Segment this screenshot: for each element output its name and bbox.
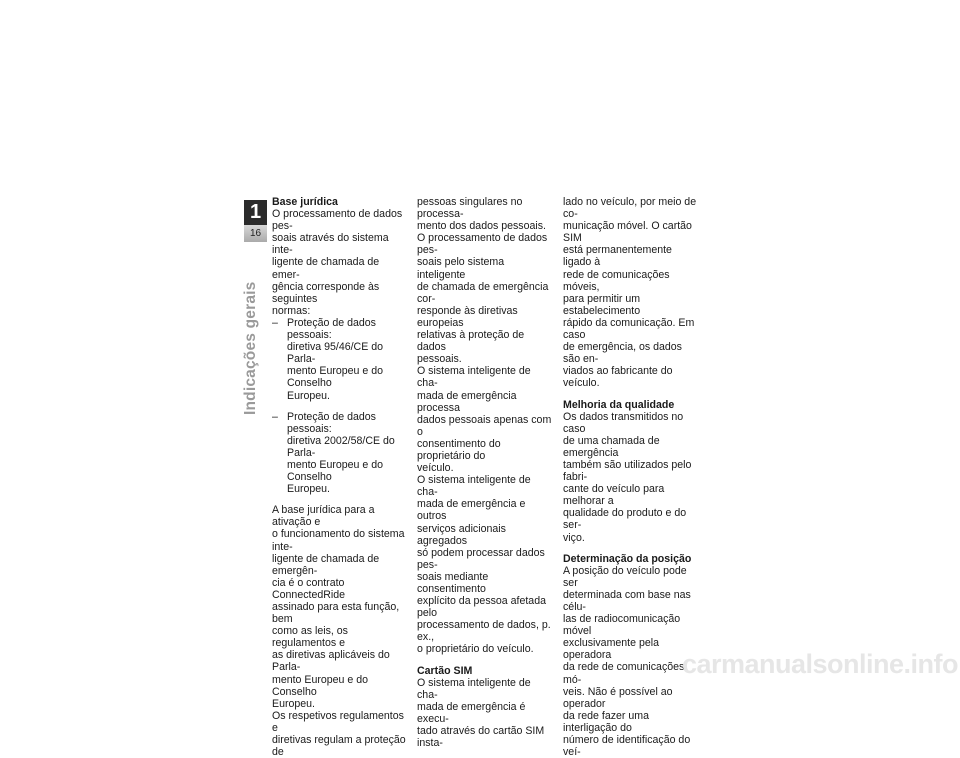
watermark: carmanualsonline.info xyxy=(681,649,958,679)
text-line: Europeu. xyxy=(272,697,315,710)
text-line: Proteção de dados pessoais: xyxy=(287,316,376,342)
dash-bullet: – xyxy=(272,410,278,423)
text-line: mento Europeu e do Conselho xyxy=(287,365,384,390)
text-line: serviços adicionais agregados xyxy=(417,522,506,547)
text-line: cia é o contrato ConnectedRide xyxy=(272,576,346,601)
text-line: de emergência, os dados são en- xyxy=(563,341,682,366)
text-line: cante do veículo para melhorar a xyxy=(563,483,665,508)
text-line: determinada com base nas célu- xyxy=(563,588,691,613)
text-line: mento dos dados pessoais. xyxy=(417,220,546,233)
text-line: responde às diretivas europeias xyxy=(417,304,518,329)
chapter-number: 1 xyxy=(244,200,267,225)
text-line: também são utilizados pelo fabri- xyxy=(563,458,692,484)
text-line: normas: xyxy=(272,304,311,317)
text-line: exclusivamente pela operadora xyxy=(563,637,659,662)
text-line: só podem processar dados pes- xyxy=(417,546,545,571)
text-line: veis. Não é possível ao operador xyxy=(563,685,673,710)
chapter-title xyxy=(234,270,274,415)
chapter-tab xyxy=(244,200,267,242)
text-line: gência corresponde às seguintes xyxy=(272,280,380,305)
text-line: o funcionamento do sistema inte- xyxy=(272,528,405,553)
text-line: está permanentemente ligado à xyxy=(563,244,672,269)
column-1 xyxy=(272,196,407,758)
text-line: O sistema inteligente de cha- xyxy=(417,474,531,499)
text-line: diretiva 95/46/CE do Parla- xyxy=(287,341,383,366)
text-line: pessoais. xyxy=(417,353,462,366)
text-line: de uma chamada de emergência xyxy=(563,434,660,459)
text-line: O processamento de dados pes- xyxy=(272,208,403,233)
text-line: Os respetivos regulamentos e xyxy=(272,709,404,734)
paragraph xyxy=(563,411,701,544)
text-line: A base jurídica para a ativação e xyxy=(272,504,375,529)
text-line: da rede fazer uma interligação do xyxy=(563,709,649,734)
list-item-text xyxy=(287,411,407,496)
text-line: qualidade do produto e do ser- xyxy=(563,507,687,532)
text-line: relativas à proteção de dados xyxy=(417,329,525,354)
text-line: Os dados transmitidos no caso xyxy=(563,410,684,435)
text-line: tado através do cartão SIM insta- xyxy=(417,725,545,750)
text-line: Proteção de dados pessoais: xyxy=(287,410,376,435)
text-line: lado no veículo, por meio de co- xyxy=(563,196,697,221)
text-line: explícito da pessoa afetada pelo xyxy=(417,595,546,620)
text-line: A posição do veículo pode ser xyxy=(563,564,687,589)
text-line: ligente de chamada de emer- xyxy=(272,256,380,281)
text-line: O processamento de dados pes- xyxy=(417,232,548,257)
text-line: para permitir um estabelecimento xyxy=(563,292,641,317)
text-line: rede de comunicações móveis, xyxy=(563,268,670,293)
text-line: ligente de chamada de emergên- xyxy=(272,552,380,577)
text-line: o proprietário do veículo. xyxy=(417,643,534,656)
text-line: diretiva 2002/58/CE do Parla- xyxy=(287,434,395,459)
dash-bullet: – xyxy=(272,316,278,329)
text-line: da rede de comunicações mó- xyxy=(563,661,685,686)
heading-base-juridica: Base jurídica xyxy=(272,196,338,208)
text-line: soais através do sistema inte- xyxy=(272,232,389,257)
list-item xyxy=(272,411,407,496)
text-line: soais mediante consentimento xyxy=(417,570,489,595)
text-line: veículo. xyxy=(417,462,454,475)
text-line: número de identificação do veí- xyxy=(563,734,691,758)
text-line: dados pessoais apenas com o xyxy=(417,413,552,438)
text-line: O sistema inteligente de cha- xyxy=(417,365,531,390)
text-line: soais pelo sistema inteligente xyxy=(417,256,505,281)
text-line: consentimento do proprietário do xyxy=(417,437,501,462)
paragraph xyxy=(563,196,701,390)
heading-cartao-sim: Cartão SIM xyxy=(417,664,473,677)
page-number: 16 xyxy=(244,225,267,242)
text-line: mada de emergência e outros xyxy=(417,498,526,523)
text-line: diretivas regulam a proteção de xyxy=(272,734,406,758)
text-line: mento Europeu e do Conselho xyxy=(287,458,384,484)
text-line: Europeu. xyxy=(287,389,330,402)
text-line: viados ao fabricante do veículo. xyxy=(563,365,673,390)
list-item xyxy=(272,317,407,402)
text-line: las de radiocomunicação móvel xyxy=(563,613,681,638)
text-line: mada de emergência é execu- xyxy=(417,700,526,725)
text-line: rápido da comunicação. Em caso xyxy=(563,316,695,342)
paragraph xyxy=(272,504,407,758)
text-line: mada de emergência processa xyxy=(417,389,517,414)
text-line: assinado para esta função, bem xyxy=(272,601,400,626)
text-line: processamento de dados, p. ex., xyxy=(417,619,551,644)
text-line: de chamada de emergência cor- xyxy=(417,280,549,305)
list-item-text xyxy=(287,317,407,402)
paragraph xyxy=(417,196,552,656)
text-line: municação móvel. O cartão SIM xyxy=(563,220,692,245)
paragraph xyxy=(272,208,407,317)
text-line: mento Europeu e do Conselho xyxy=(272,673,369,698)
text-line: viço. xyxy=(563,531,585,544)
chapter-title-text: Indicações gerais xyxy=(242,281,259,415)
text-line: as diretivas aplicáveis do Parla- xyxy=(272,649,390,674)
heading-determinacao-posicao: Determinação da posição xyxy=(563,552,692,565)
paragraph xyxy=(417,677,552,750)
column-2 xyxy=(417,196,552,749)
text-line: pessoas singulares no processa- xyxy=(417,196,523,221)
text-line: como as leis, os regulamentos e xyxy=(272,625,348,650)
heading-melhoria-qualidade: Melhoria da qualidade xyxy=(563,398,675,411)
text-line: O sistema inteligente de cha- xyxy=(417,676,531,701)
text-line: Europeu. xyxy=(287,483,330,496)
